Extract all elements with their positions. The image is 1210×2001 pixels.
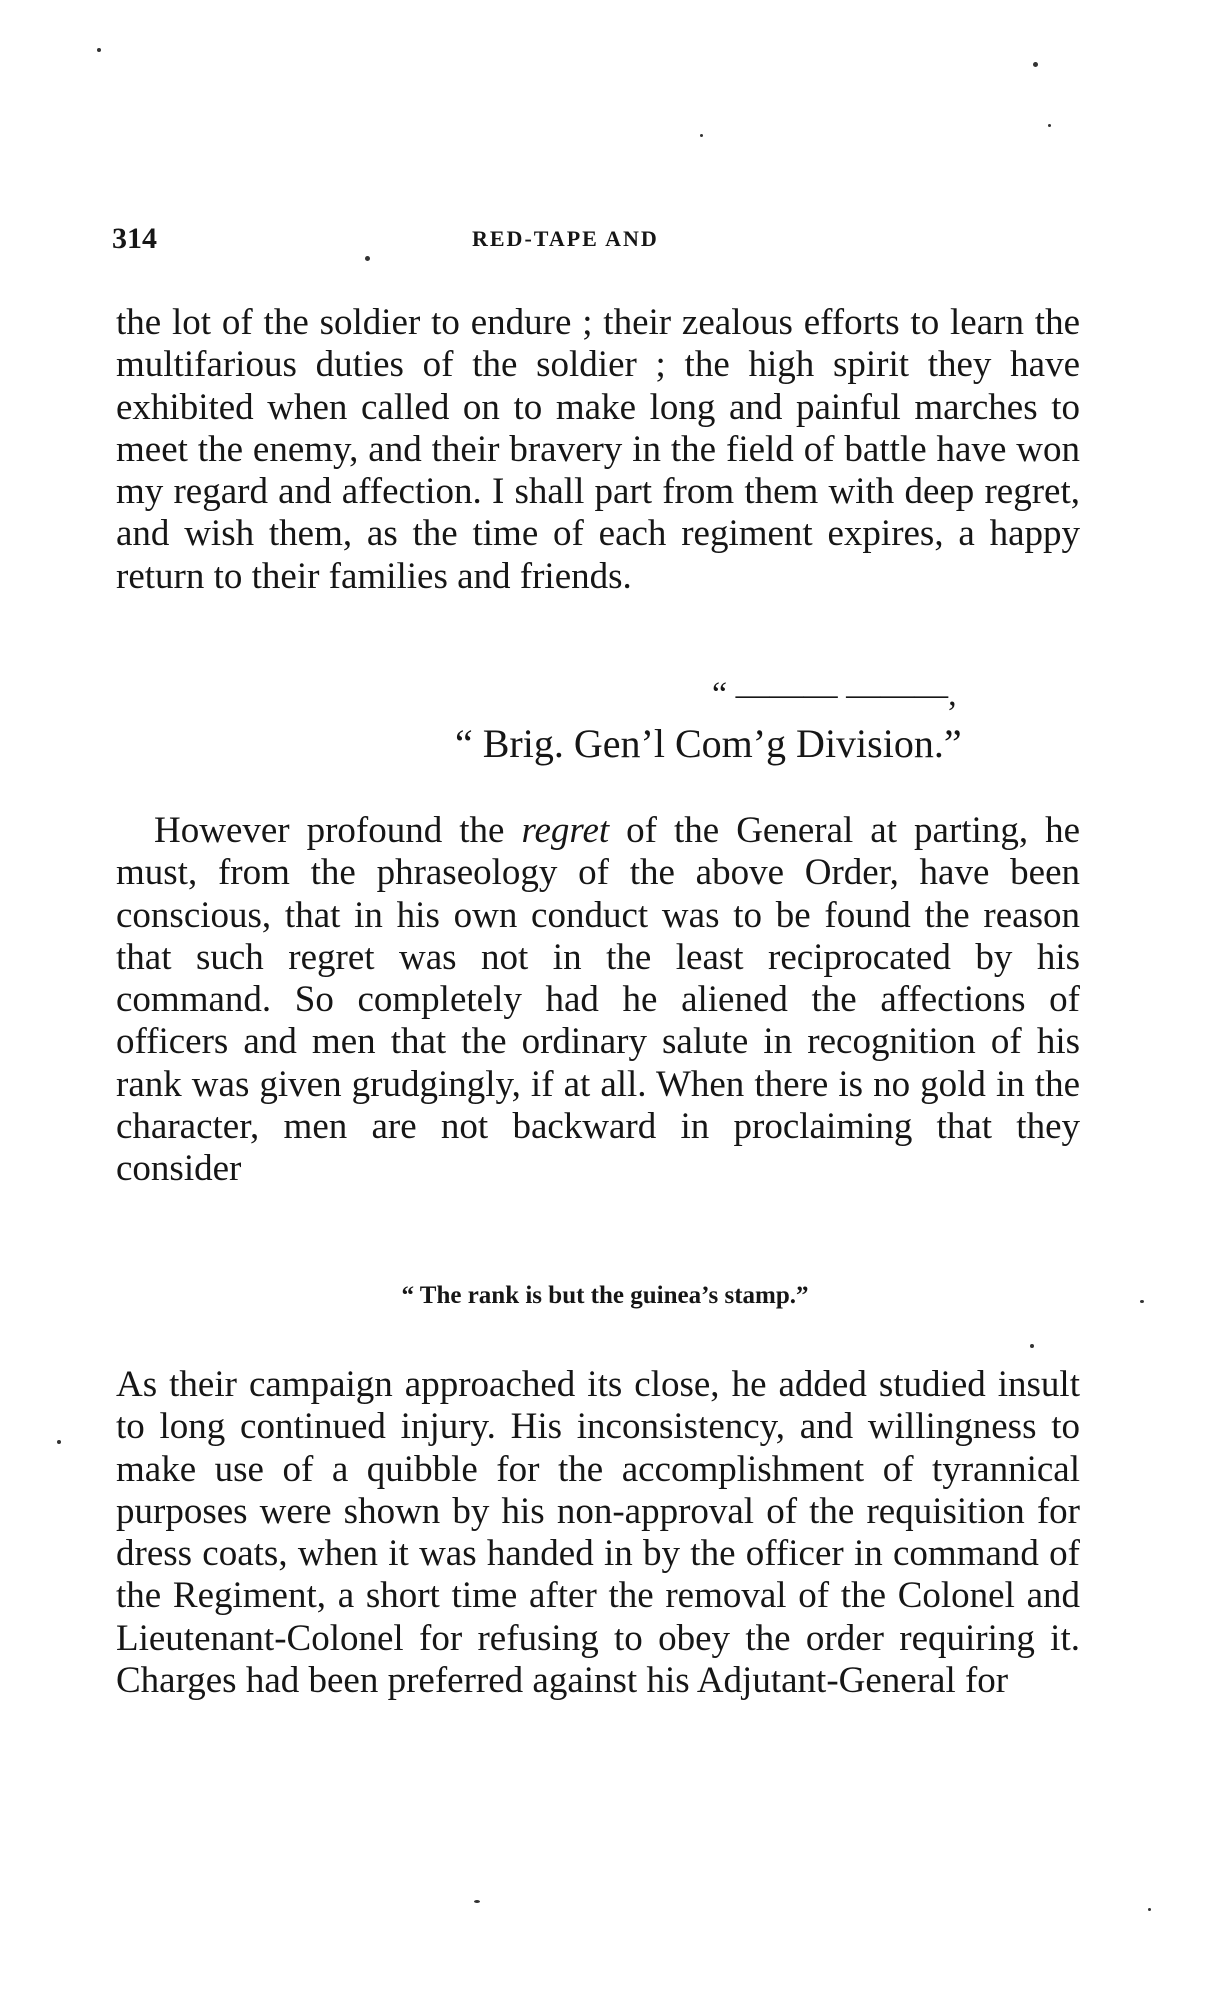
scan-speck	[365, 256, 370, 261]
page-number: 314	[112, 222, 157, 255]
scan-speck	[1148, 1908, 1151, 1911]
running-head: RED-TAPE AND	[472, 226, 659, 251]
scan-speck	[474, 1900, 480, 1903]
paragraph-regret-rest: of the General at parting, he must, from the phraseology of the above Order, have been conscious, that in his own conduct was to be found the reason that such regret was not in the least reciprocated by his command. So completely had he aliened the affections of officers and men that the ordinary salute in recognition of his rank was given grudgingly, if at all. When there is no gold in the character, men are not backward in proclaiming that they consider	[116, 810, 1081, 1190]
scan-speck	[57, 1440, 61, 1444]
paragraph-order-text: the lot of the soldier to endure ; their zealous efforts to learn the multifarious duties of the soldier ; the high spirit they have exhibited when called on to make long and painful marches to meet the enemy, and their bravery in the field of battle have won my regard and affection. I shall part from them with deep regret, and wish them, as the time of each regiment expires, a happy return to their families and friends.	[116, 302, 1080, 597]
paragraph-regret	[116, 810, 1080, 1191]
scan-speck	[700, 134, 703, 137]
page-header	[112, 222, 1072, 262]
signature-dashes: “ ——— ———,	[712, 676, 957, 713]
scan-speck	[1030, 1344, 1034, 1348]
scan-speck	[97, 48, 101, 52]
paragraph-regret-start: However profound the	[154, 810, 522, 851]
scan-speck	[1140, 1300, 1144, 1303]
scan-speck	[1048, 124, 1051, 127]
italic-word-regret: regret	[521, 810, 610, 851]
signature-title: “ Brig. Gen’l Com’g Division.”	[455, 721, 962, 766]
scan-speck	[1033, 62, 1038, 67]
block-quote: “ The rank is but the guinea’s stamp.”	[401, 1282, 809, 1309]
paragraph-campaign: As their campaign approached its close, he added studied insult to long continued injury. His inconsistency, and willingness to make use of a quibble for the accomplishment of tyrannical purposes were shown by his non-approval of the requisition for dress coats, when it was handed in by the officer in command of the Regiment, a short time after the removal of the Colonel and Lieutenant-Colonel for refusing to obey the order requiring it. Charges had been preferred against his Adjutant-General for	[116, 1364, 1080, 1702]
